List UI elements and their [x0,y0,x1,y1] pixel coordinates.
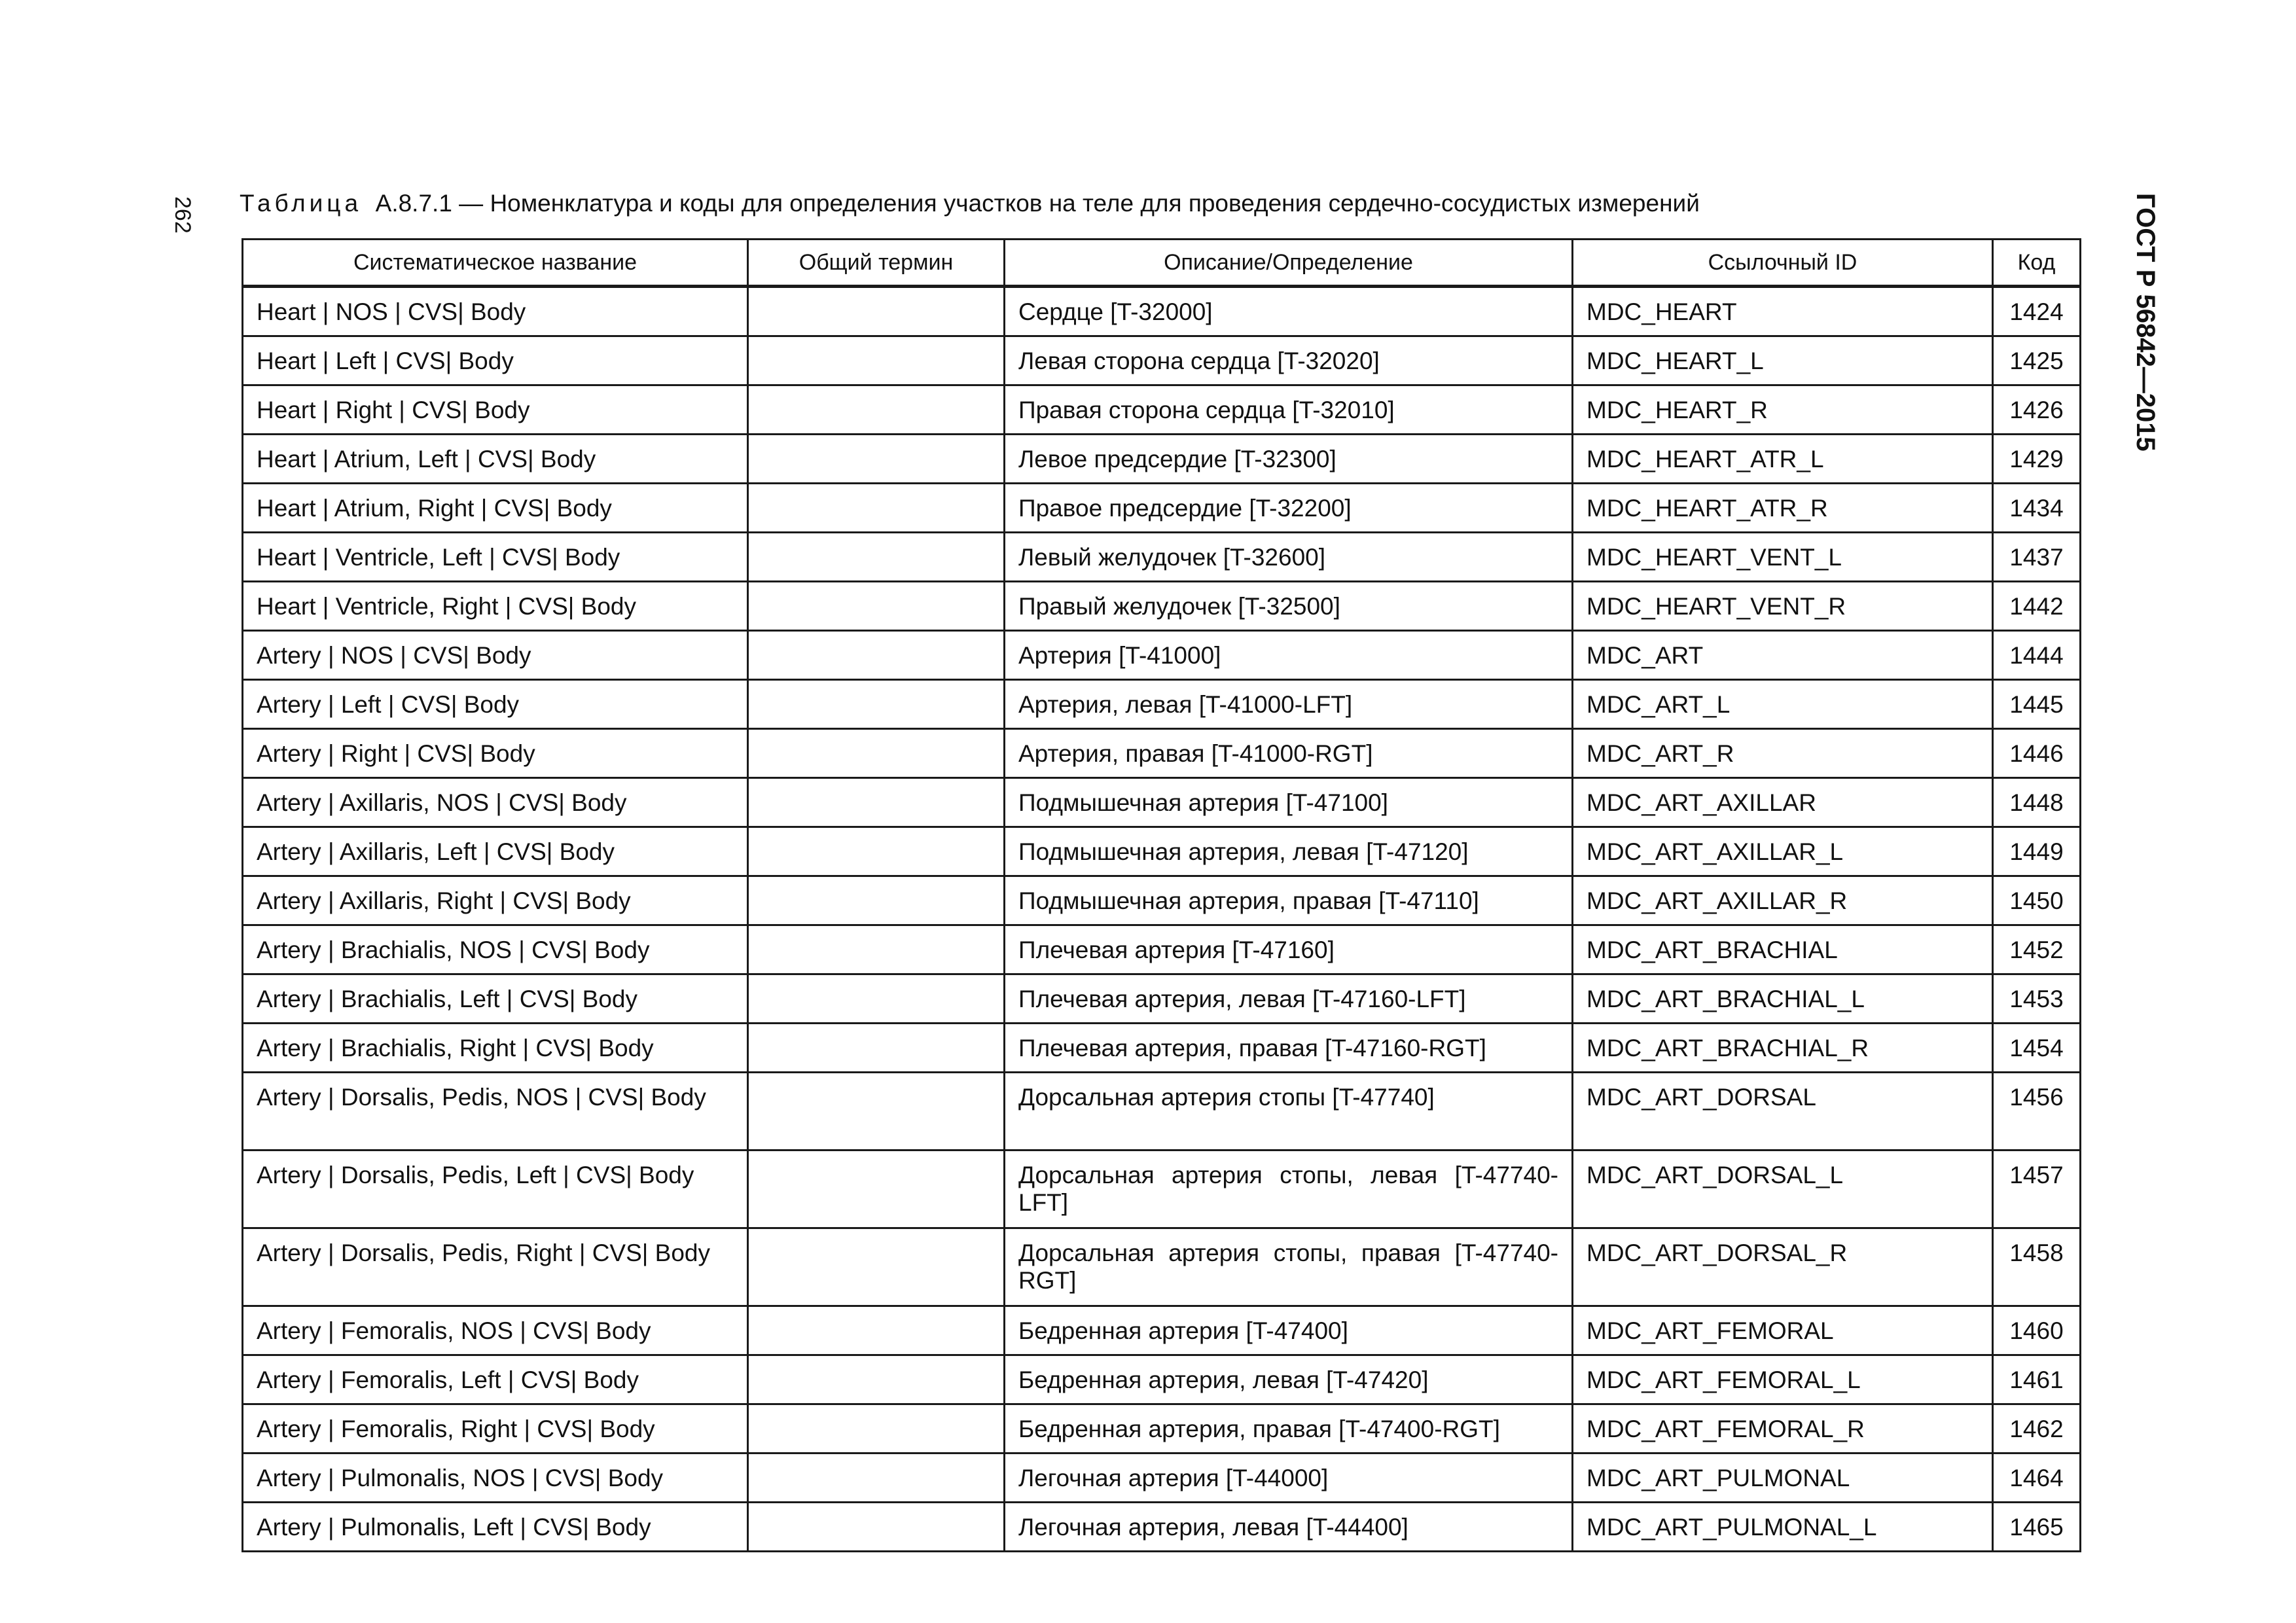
cell-systematic-name: Artery | Femoralis, NOS | CVS| Body [243,1306,748,1355]
cell-description: Подмышечная артерия [T-47100] [1005,778,1573,827]
cell-reference-id: MDC_ART_FEMORAL_L [1573,1355,1993,1404]
table-row [243,1073,2081,1150]
cell-common-term [748,484,1005,533]
cell-description: Правый желудочек [T-32500] [1005,582,1573,631]
cell-common-term [748,582,1005,631]
cell-reference-id: MDC_HEART_R [1573,385,1993,435]
cell-reference-id: MDC_ART_AXILLAR_L [1573,827,1993,876]
table-row [243,1503,2081,1552]
cell-code: 1425 [1993,336,2081,385]
cell-common-term [748,385,1005,435]
table-row [243,582,2081,631]
cell-reference-id: MDC_ART_BRACHIAL_R [1573,1024,1993,1073]
cell-code: 1453 [1993,974,2081,1024]
cell-systematic-name: Artery | NOS | CVS| Body [243,631,748,680]
cell-description: Дорсальная артерия стопы [T-47740] [1005,1073,1573,1150]
cell-common-term [748,631,1005,680]
cell-code: 1429 [1993,435,2081,484]
table-row [243,680,2081,729]
cell-systematic-name: Artery | Left | CVS| Body [243,680,748,729]
table-body [243,287,2081,1552]
cell-common-term [748,1228,1005,1306]
cell-reference-id: MDC_ART_R [1573,729,1993,778]
cell-systematic-name: Artery | Dorsalis, Pedis, Left | CVS| Body [243,1150,748,1228]
cell-description: Артерия, левая [T-41000-LFT] [1005,680,1573,729]
cell-code: 1462 [1993,1404,2081,1454]
cell-common-term [748,778,1005,827]
table-row [243,287,2081,336]
cell-code: 1461 [1993,1355,2081,1404]
cell-code: 1445 [1993,680,2081,729]
cell-code: 1426 [1993,385,2081,435]
cell-description: Артерия, правая [T-41000-RGT] [1005,729,1573,778]
table-caption [240,190,1700,217]
cell-systematic-name: Artery | Brachialis, Left | CVS| Body [243,974,748,1024]
cell-code: 1442 [1993,582,2081,631]
table-header [243,240,2081,287]
cell-systematic-name: Heart | Ventricle, Right | CVS| Body [243,582,748,631]
cell-reference-id: MDC_ART_DORSAL_R [1573,1228,1993,1306]
cell-description: Правое предсердие [T-32200] [1005,484,1573,533]
cell-systematic-name: Artery | Pulmonalis, NOS | CVS| Body [243,1454,748,1503]
cell-reference-id: MDC_ART_FEMORAL_R [1573,1404,1993,1454]
cell-common-term [748,1503,1005,1552]
cell-systematic-name: Artery | Dorsalis, Pedis, NOS | CVS| Body [243,1073,748,1150]
cell-systematic-name: Artery | Femoralis, Right | CVS| Body [243,1404,748,1454]
cell-common-term [748,827,1005,876]
cell-reference-id: MDC_ART_FEMORAL [1573,1306,1993,1355]
cell-reference-id: MDC_ART [1573,631,1993,680]
table-row [243,974,2081,1024]
table-row [243,1306,2081,1355]
table-row [243,1454,2081,1503]
cell-code: 1452 [1993,925,2081,974]
cell-code: 1457 [1993,1150,2081,1228]
cell-common-term [748,925,1005,974]
cell-systematic-name: Heart | Atrium, Right | CVS| Body [243,484,748,533]
cell-reference-id: MDC_ART_BRACHIAL_L [1573,974,1993,1024]
header-code: Код [1993,240,2081,287]
cell-systematic-name: Artery | Right | CVS| Body [243,729,748,778]
cell-description: Левое предсердие [T-32300] [1005,435,1573,484]
table-row [243,1150,2081,1228]
cell-code: 1446 [1993,729,2081,778]
cell-systematic-name: Heart | Right | CVS| Body [243,385,748,435]
cell-code: 1454 [1993,1024,2081,1073]
cell-code: 1437 [1993,533,2081,582]
cell-description: Подмышечная артерия, правая [T-47110] [1005,876,1573,925]
header-common-term: Общий термин [748,240,1005,287]
cell-description: Бедренная артерия, левая [T-47420] [1005,1355,1573,1404]
caption-text: А.8.7.1 — Номенклатура и коды для определения участков на теле для проведения сердечно-сосудистых измерений [375,190,1700,217]
cell-reference-id: MDC_ART_DORSAL [1573,1073,1993,1150]
cell-description: Правая сторона сердца [T-32010] [1005,385,1573,435]
cell-description: Артерия [T-41000] [1005,631,1573,680]
cell-reference-id: MDC_HEART_VENT_L [1573,533,1993,582]
nomenclature-table [242,238,2081,1552]
cell-code: 1448 [1993,778,2081,827]
table-row [243,1228,2081,1306]
header-row [243,240,2081,287]
cell-common-term [748,287,1005,336]
header-systematic-name: Систематическое название [243,240,748,287]
cell-common-term [748,1150,1005,1228]
cell-reference-id: MDC_ART_AXILLAR [1573,778,1993,827]
cell-systematic-name: Artery | Pulmonalis, Left | CVS| Body [243,1503,748,1552]
table-row [243,484,2081,533]
table-row [243,631,2081,680]
cell-common-term [748,533,1005,582]
cell-systematic-name: Artery | Axillaris, Right | CVS| Body [243,876,748,925]
cell-common-term [748,1404,1005,1454]
table-row [243,1024,2081,1073]
cell-code: 1444 [1993,631,2081,680]
table-row [243,1355,2081,1404]
page-number: 262 [170,196,195,234]
cell-description: Легочная артерия [T-44000] [1005,1454,1573,1503]
cell-systematic-name: Artery | Brachialis, NOS | CVS| Body [243,925,748,974]
header-reference-id: Ссылочный ID [1573,240,1993,287]
cell-systematic-name: Heart | Ventricle, Left | CVS| Body [243,533,748,582]
table-row [243,1404,2081,1454]
cell-reference-id: MDC_ART_PULMONAL [1573,1454,1993,1503]
header-description: Описание/Определение [1005,240,1573,287]
cell-reference-id: MDC_HEART_ATR_R [1573,484,1993,533]
cell-code: 1464 [1993,1454,2081,1503]
cell-systematic-name: Artery | Axillaris, Left | CVS| Body [243,827,748,876]
cell-common-term [748,435,1005,484]
cell-description: Легочная артерия, левая [T-44400] [1005,1503,1573,1552]
table-row [243,385,2081,435]
table-row [243,925,2081,974]
standard-id: ГОСТ Р 56842—2015 [2131,193,2160,452]
cell-code: 1434 [1993,484,2081,533]
cell-description: Бедренная артерия [T-47400] [1005,1306,1573,1355]
cell-common-term [748,1024,1005,1073]
cell-systematic-name: Heart | Atrium, Left | CVS| Body [243,435,748,484]
cell-common-term [748,1454,1005,1503]
cell-reference-id: MDC_HEART_L [1573,336,1993,385]
table-row [243,876,2081,925]
cell-code: 1424 [1993,287,2081,336]
cell-systematic-name: Artery | Femoralis, Left | CVS| Body [243,1355,748,1404]
cell-code: 1449 [1993,827,2081,876]
cell-description: Плечевая артерия, правая [T-47160-RGT] [1005,1024,1573,1073]
cell-description: Сердце [T-32000] [1005,287,1573,336]
cell-reference-id: MDC_HEART_VENT_R [1573,582,1993,631]
cell-systematic-name: Artery | Axillaris, NOS | CVS| Body [243,778,748,827]
cell-systematic-name: Heart | NOS | CVS| Body [243,287,748,336]
cell-reference-id: MDC_HEART_ATR_L [1573,435,1993,484]
table-row [243,533,2081,582]
cell-code: 1465 [1993,1503,2081,1552]
table-row [243,827,2081,876]
cell-description: Дорсальная артерия стопы, правая [T-47740-RGT] [1005,1228,1573,1306]
cell-description: Плечевая артерия, левая [T-47160-LFT] [1005,974,1573,1024]
cell-description: Бедренная артерия, правая [T-47400-RGT] [1005,1404,1573,1454]
cell-reference-id: MDC_ART_L [1573,680,1993,729]
table-row [243,435,2081,484]
cell-description: Плечевая артерия [T-47160] [1005,925,1573,974]
cell-common-term [748,974,1005,1024]
cell-description: Левый желудочек [T-32600] [1005,533,1573,582]
cell-description: Левая сторона сердца [T-32020] [1005,336,1573,385]
cell-code: 1456 [1993,1073,2081,1150]
cell-common-term [748,1306,1005,1355]
caption-prefix: Таблица [240,190,363,217]
cell-reference-id: MDC_ART_BRACHIAL [1573,925,1993,974]
cell-common-term [748,729,1005,778]
cell-reference-id: MDC_ART_DORSAL_L [1573,1150,1993,1228]
cell-code: 1460 [1993,1306,2081,1355]
cell-systematic-name: Artery | Brachialis, Right | CVS| Body [243,1024,748,1073]
cell-systematic-name: Heart | Left | CVS| Body [243,336,748,385]
cell-code: 1458 [1993,1228,2081,1306]
table-row [243,778,2081,827]
cell-reference-id: MDC_HEART [1573,287,1993,336]
cell-description: Подмышечная артерия, левая [T-47120] [1005,827,1573,876]
cell-reference-id: MDC_ART_AXILLAR_R [1573,876,1993,925]
cell-reference-id: MDC_ART_PULMONAL_L [1573,1503,1993,1552]
cell-common-term [748,680,1005,729]
cell-common-term [748,1073,1005,1150]
cell-description: Дорсальная артерия стопы, левая [T-47740-LFT] [1005,1150,1573,1228]
cell-code: 1450 [1993,876,2081,925]
cell-common-term [748,336,1005,385]
cell-common-term [748,876,1005,925]
table-row [243,336,2081,385]
cell-systematic-name: Artery | Dorsalis, Pedis, Right | CVS| Body [243,1228,748,1306]
table-row [243,729,2081,778]
cell-common-term [748,1355,1005,1404]
